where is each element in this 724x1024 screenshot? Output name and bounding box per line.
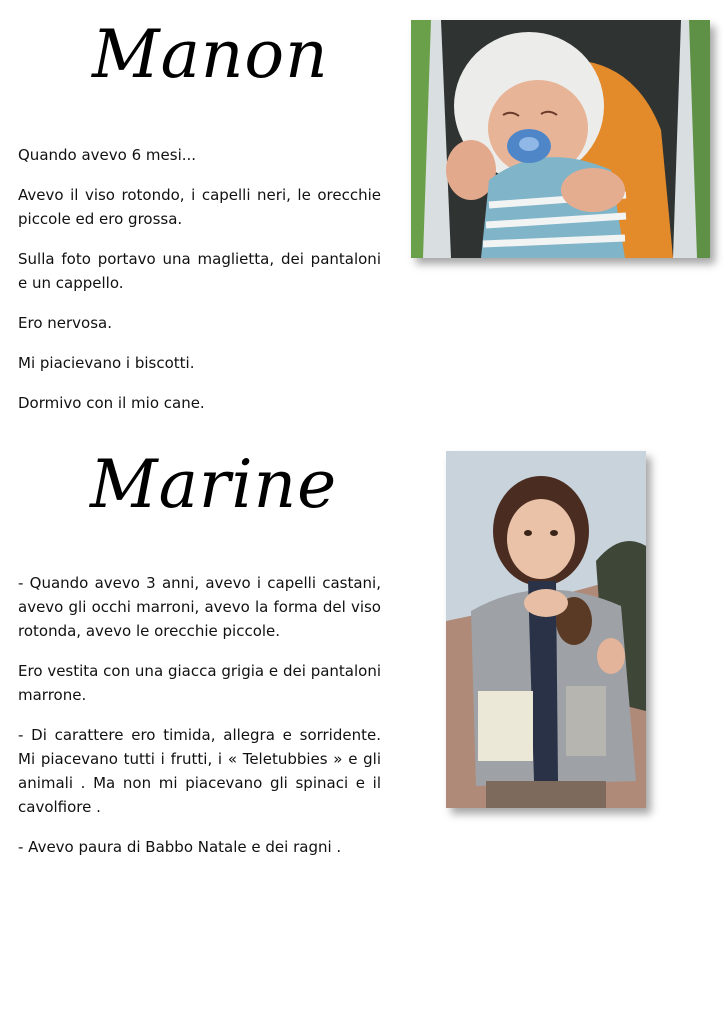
- paragraph: Quando avevo 6 mesi...: [18, 146, 197, 164]
- name-heading-manon: Manon: [92, 16, 329, 93]
- paragraph: - Di carattere ero timida, allegra e sorridente. Mi piacevano tutti i frutti, i « Teletubbies » e gli animali . Ma non mi piacevano gli spinaci e il cavolfiore .: [18, 726, 381, 816]
- child-photo: [446, 451, 646, 808]
- paragraph: Ero nervosa.: [18, 314, 112, 332]
- paragraph: Dormivo con il mio cane.: [18, 394, 205, 412]
- paragraph: Sulla foto portavo una maglietta, dei pantaloni e un cappello.: [18, 250, 381, 292]
- paragraph: Ero vestita con una giacca grigia e dei pantaloni marrone.: [18, 662, 381, 704]
- name-heading-marine: Marine: [90, 446, 338, 523]
- paragraph: - Avevo paura di Babbo Natale e dei ragni .: [18, 838, 342, 856]
- baby-photo: [411, 20, 710, 258]
- paragraph: - Quando avevo 3 anni, avevo i capelli castani, avevo gli occhi marroni, avevo la forma del viso rotonda, avevo le orecchie piccole.: [18, 574, 381, 640]
- profile-text-manon: [18, 143, 381, 431]
- paragraph: Avevo il viso rotondo, i capelli neri, le orecchie piccole ed ero grossa.: [18, 186, 381, 228]
- paragraph: Mi piacievano i biscotti.: [18, 354, 195, 372]
- profile-text-marine: [18, 571, 381, 875]
